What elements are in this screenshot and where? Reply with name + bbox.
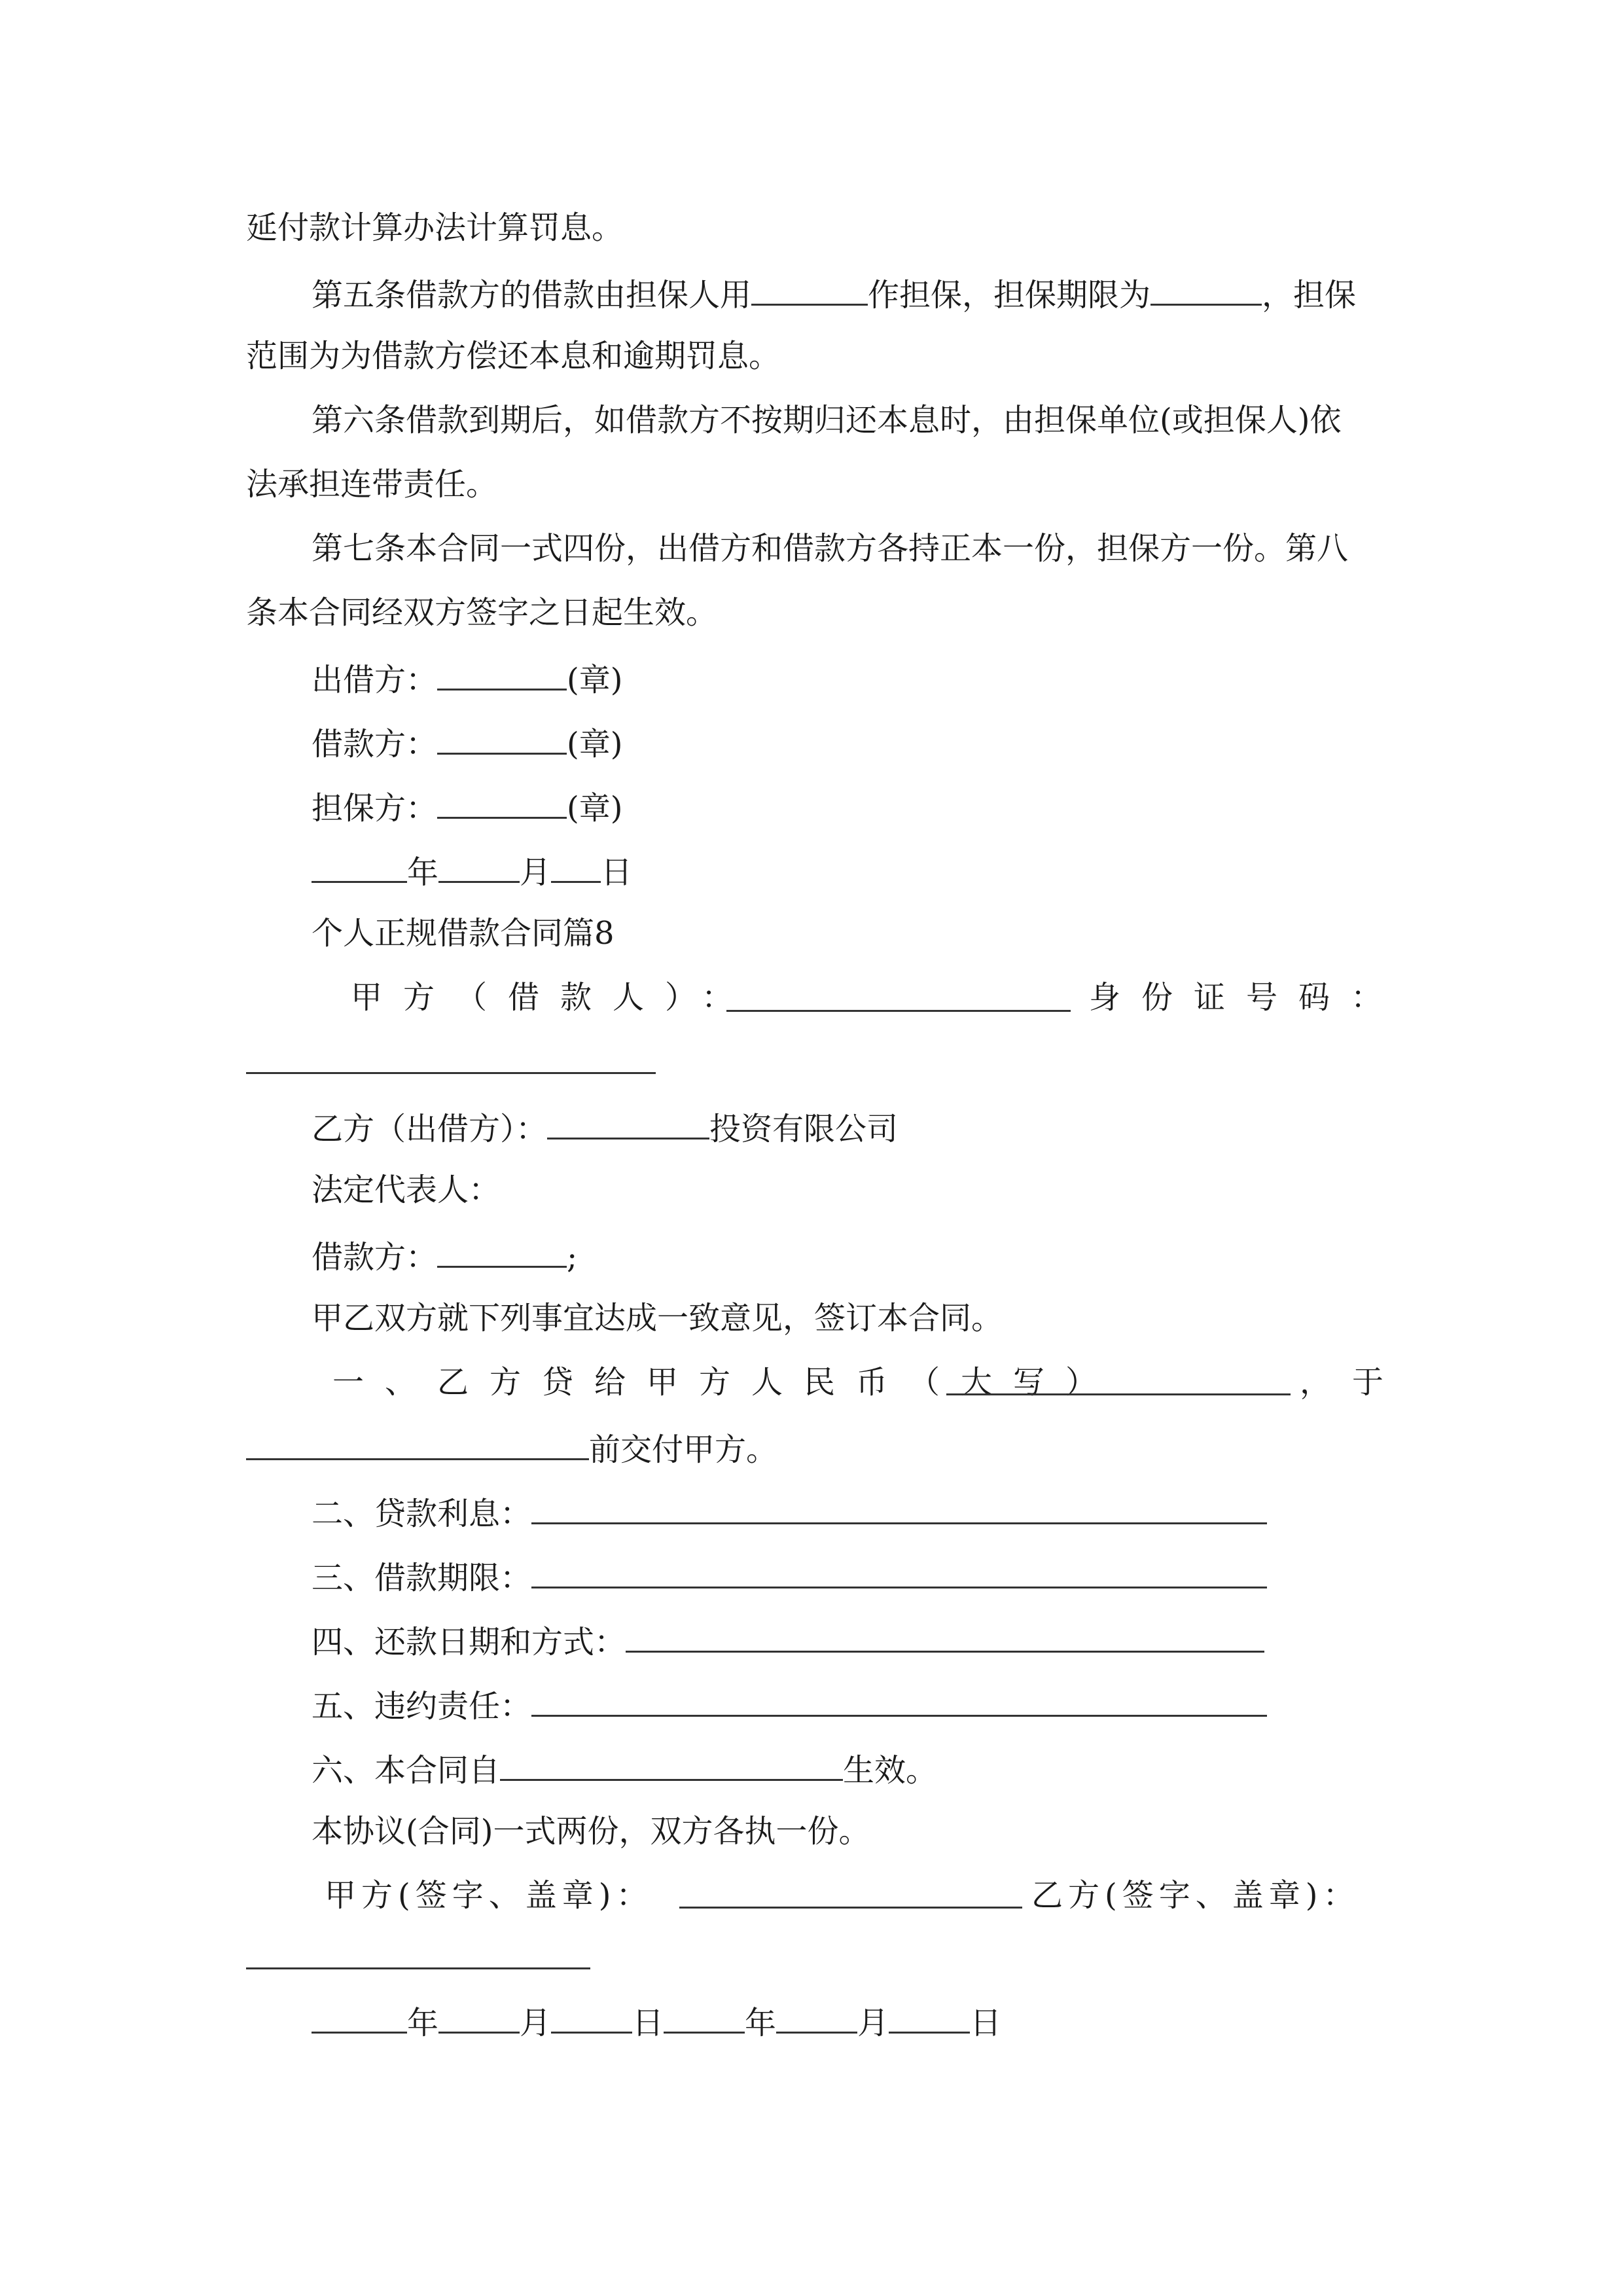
borrower-label: 借款方： <box>312 1239 438 1276</box>
item-6-label: 六、本合同自 <box>312 1752 501 1789</box>
paragraph-text: 延付款计算办法计算罚息。 <box>246 209 624 246</box>
item-2-line <box>0 1491 1623 1534</box>
semicolon: ; <box>567 1239 578 1276</box>
borrower-line <box>0 1234 1623 1277</box>
text-line <box>0 593 1623 632</box>
guarantor-label: 担保方： <box>312 790 438 827</box>
paragraph-text: 法承担连带责任。 <box>246 466 498 503</box>
borrower-label: 借款方： <box>312 726 438 762</box>
guarantor-signature-line <box>0 785 1623 828</box>
blank-year-a[interactable] <box>312 2000 407 2034</box>
paragraph-text: 第七条本合同一式四份，出借方和借款方各持正本一份，担保方一份。第八 <box>312 530 1349 567</box>
seal-text: (章) <box>567 790 623 827</box>
blank-year[interactable] <box>312 850 407 883</box>
item-5-label: 五、违约责任： <box>312 1688 532 1725</box>
blank-month-b[interactable] <box>776 2000 857 2034</box>
section-heading <box>0 914 1623 953</box>
blank-year-b[interactable] <box>664 2000 745 2034</box>
item-1-cont <box>0 1427 1623 1469</box>
paragraph-text: 条本合同经双方签字之日起生效。 <box>246 594 718 631</box>
item-6-tail: 生效。 <box>843 1752 938 1789</box>
text-line <box>0 465 1623 504</box>
blank-interest[interactable] <box>531 1491 1267 1524</box>
blank-party-b-sign[interactable] <box>246 1967 590 1969</box>
blank-effective-date[interactable] <box>500 1748 843 1781</box>
seal-text: (章) <box>567 726 623 762</box>
blank-month[interactable] <box>438 850 520 883</box>
item-3-line <box>0 1555 1623 1598</box>
item-1-tail-text: ，于 <box>1300 1364 1405 1401</box>
article-5-line <box>0 272 1623 315</box>
seal-text: (章) <box>567 662 623 698</box>
party-b-line <box>0 1106 1623 1149</box>
blank-lender[interactable] <box>437 657 567 691</box>
item-3-label: 三、借款期限： <box>312 1560 532 1596</box>
id-number-label: 身份证号码： <box>1089 979 1404 1016</box>
month-label: 月 <box>520 854 552 891</box>
day-label: 日 <box>601 854 633 891</box>
item-4-line <box>0 1619 1623 1662</box>
month-label: 月 <box>520 2005 552 2041</box>
year-label: 年 <box>407 2005 439 2041</box>
party-b-label: 乙方（出借方）： <box>312 1111 548 1147</box>
blank-guarantee-period[interactable] <box>1150 272 1262 306</box>
blank-delivery-date[interactable] <box>246 1427 589 1460</box>
item-1-cont-text: 前交付甲方。 <box>589 1431 778 1468</box>
blank-borrower-2[interactable] <box>437 1234 567 1268</box>
text-line <box>0 401 1623 440</box>
blank-day-a[interactable] <box>551 2000 632 2034</box>
paragraph-text: ，担保 <box>1262 277 1357 314</box>
legal-rep-label: 法定代表人： <box>312 1172 501 1208</box>
party-a-sign-label: 甲方(签字、盖章)： <box>325 1877 653 1914</box>
text-line <box>0 1812 1623 1851</box>
blank-party-b-name[interactable] <box>547 1106 709 1139</box>
party-b-suffix: 投资有限公司 <box>709 1111 899 1147</box>
final-date-line <box>0 2000 1623 2043</box>
party-b-sign-line <box>0 1876 1623 1915</box>
paragraph-text: 作担保，担保期限为 <box>868 277 1151 314</box>
paragraph-text: 第五条借款方的借款由担保人用 <box>312 277 752 314</box>
date-line <box>0 850 1623 892</box>
item-6-line <box>0 1748 1623 1790</box>
year-label: 年 <box>745 2005 777 2041</box>
year-label: 年 <box>407 854 439 891</box>
lender-signature-line <box>0 657 1623 700</box>
paragraph-text: 甲乙双方就下列事宜达成一致意见，签订本合同。 <box>312 1300 1003 1336</box>
blank-day[interactable] <box>551 850 601 883</box>
blank-collateral[interactable] <box>751 272 868 306</box>
paragraph-text: 范围为为借款方偿还本息和逾期罚息。 <box>246 338 781 374</box>
item-4-label: 四、还款日期和方式： <box>312 1624 626 1660</box>
paragraph-text: 第六条借款到期后，如借款方不按期归还本息时，由担保单位(或担保人)依 <box>312 402 1342 439</box>
item-2-label: 二、贷款利息： <box>312 1496 532 1532</box>
legal-rep-line <box>0 1170 1623 1210</box>
text-line <box>0 529 1623 568</box>
item-5-line <box>0 1683 1623 1726</box>
blank-liability[interactable] <box>531 1683 1267 1717</box>
party-b-sign-label: 乙方(签字、盖章)： <box>1031 1877 1360 1914</box>
day-label: 日 <box>970 2005 1002 2041</box>
blank-borrower[interactable] <box>437 721 567 755</box>
id-number-line <box>0 978 1623 1017</box>
blank-guarantor[interactable] <box>437 785 567 819</box>
item-1-text: 一、乙方贷给甲方人民币（大写） <box>332 1364 1118 1401</box>
blank-day-b[interactable] <box>889 2000 970 2034</box>
text-line <box>0 208 1623 247</box>
party-a-label: 甲方（借款人）： <box>351 979 755 1016</box>
borrower-signature-line <box>0 721 1623 764</box>
heading-text: 个人正规借款合同篇8 <box>312 915 615 952</box>
month-label: 月 <box>857 2005 889 2041</box>
day-label: 日 <box>632 2005 664 2041</box>
blank-repayment[interactable] <box>626 1619 1264 1653</box>
text-line <box>0 1299 1623 1338</box>
blank-id-number[interactable] <box>246 1072 656 1074</box>
blank-loan-term[interactable] <box>531 1555 1267 1588</box>
text-line <box>0 336 1623 376</box>
blank-month-a[interactable] <box>438 2000 520 2034</box>
lender-label: 出借方： <box>312 662 438 698</box>
paragraph-text: 本协议(合同)一式两份，双方各执一份。 <box>312 1813 870 1850</box>
item-1-tail <box>0 1363 1623 1402</box>
